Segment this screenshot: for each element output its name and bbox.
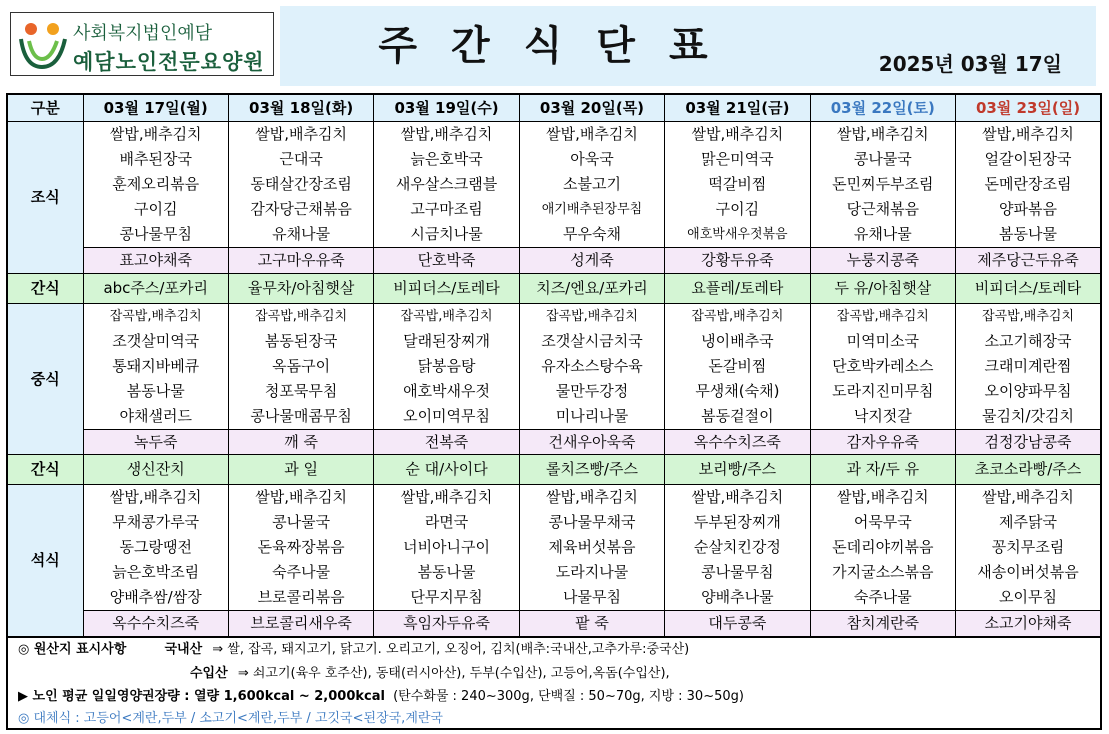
menu-item: 미역미소국	[846, 331, 920, 350]
yedam-logo-icon	[15, 17, 71, 71]
menu-cell	[374, 303, 519, 429]
menu-item: 쌀밥,배추김치	[982, 125, 1074, 143]
menu-item: 소고기해장국	[984, 331, 1072, 350]
menu-item: 유채나물	[853, 225, 912, 243]
porridge-item: 옥수수치즈죽	[83, 611, 228, 637]
lunch-row	[7, 303, 1101, 429]
menu-item: 고구마조림	[410, 200, 483, 218]
day-header: 03월 22일(토)	[810, 94, 955, 122]
menu-cell	[665, 122, 810, 248]
menu-item: 냉이배추국	[701, 331, 774, 350]
menu-item: 동그랑땡전	[119, 538, 192, 556]
menu-item: 단호박카레소스	[832, 356, 934, 375]
menu-item: 청포묵무침	[264, 381, 338, 400]
menu-item: 콩나물무채국	[548, 513, 636, 531]
porridge-item: 검정강남콩죽	[956, 429, 1101, 455]
page-title: 주간식단표	[378, 23, 742, 69]
snack-item: 치즈/엔요/포카리	[519, 273, 664, 303]
menu-item: 물김치/갓김치	[982, 406, 1075, 425]
menu-item: 제주닭국	[999, 513, 1057, 531]
menu-item: 쌀밥,배추김치	[400, 125, 493, 143]
menu-cell	[810, 122, 955, 248]
day-header: 03월 18일(화)	[228, 94, 373, 122]
menu-item: 숙주나물	[272, 563, 331, 581]
menu-item: 쌀밥,배추김치	[691, 125, 784, 143]
menu-item: 시금치나물	[410, 225, 483, 243]
snack-item: abc주스/포카리	[83, 273, 228, 303]
menu-item: 콩나물국	[853, 150, 912, 168]
menu-item: 무채콩가루국	[112, 513, 200, 531]
day-header: 03월 21일(금)	[665, 94, 810, 122]
menu-item: 애호박새우젓	[403, 381, 491, 400]
menu-item: 쌀밥,배추김치	[255, 488, 347, 506]
menu-item: 숙주나물	[853, 588, 912, 606]
day-header-row	[7, 94, 1101, 122]
porridge-item: 표고야채죽	[83, 248, 228, 274]
menu-item: 돈데리야끼볶음	[832, 538, 934, 556]
menu-item: 돈육짜장볶음	[257, 538, 345, 556]
menu-item: 늙은호박조림	[112, 563, 200, 581]
menu-cell	[665, 303, 810, 429]
menu-item: 쌀밥,배추김치	[836, 488, 929, 506]
menu-item: 근대국	[279, 150, 323, 168]
menu-item: 당근채볶음	[846, 200, 920, 218]
day-header: 03월 17일(월)	[83, 94, 228, 122]
menu-item: 통돼지바베큐	[112, 356, 200, 375]
day-header: 03월 23일(일)	[956, 94, 1101, 122]
menu-item: 가지굴소스볶음	[832, 563, 934, 581]
porridge-item: 고구마우유죽	[228, 248, 373, 274]
porridge-item: 강황두유죽	[665, 248, 810, 274]
menu-item: 잡곡밥,배추김치	[545, 308, 638, 324]
porridge-item: 소고기야채죽	[956, 611, 1101, 637]
menu-item: 낙지젓갈	[853, 406, 912, 425]
menu-item: 구이김	[715, 200, 760, 218]
lunch-juk-row	[7, 429, 1101, 455]
domestic-label: 국내산	[164, 642, 203, 657]
porridge-item: 녹두죽	[83, 429, 228, 455]
page-header	[0, 0, 1109, 86]
porridge-item: 참치계란죽	[810, 611, 955, 637]
menu-cell	[374, 485, 519, 611]
menu-cell	[519, 485, 664, 611]
menu-item: 조갯살시금치국	[541, 331, 643, 350]
menu-item: 쌀밥,배추김치	[400, 488, 493, 506]
menu-item: 봄동겉절이	[701, 406, 774, 425]
weekly-menu-table	[6, 93, 1102, 638]
menu-cell	[228, 303, 373, 429]
menu-cell	[519, 122, 664, 248]
menu-item: 떡갈비찜	[708, 175, 767, 193]
snack-item: 두 유/아침햇살	[810, 273, 955, 303]
notes-section	[6, 634, 1102, 730]
snack2-label: 간식	[7, 455, 83, 485]
title-banner	[280, 6, 1096, 86]
menu-item: 쌀밥,배추김치	[691, 488, 784, 506]
menu-item: 잡곡밥,배추김치	[255, 308, 348, 324]
org-name-line2: 예담노인전문요양원	[73, 50, 265, 74]
menu-item: 잡곡밥,배추김치	[691, 308, 784, 324]
menu-item: 닭봉음탕	[417, 356, 476, 375]
menu-item: 오이미역무침	[403, 406, 491, 425]
menu-item: 돈메란장조림	[984, 175, 1072, 193]
menu-item: 쌀밥,배추김치	[546, 125, 638, 143]
origin-import-row	[190, 662, 670, 681]
origin-domestic-row	[18, 638, 689, 657]
menu-item: 도라지진미무침	[832, 381, 934, 400]
menu-item: 잡곡밥,배추김치	[109, 308, 202, 324]
menu-cell	[228, 485, 373, 611]
menu-item: 쌀밥,배추김치	[546, 488, 638, 506]
menu-item: 유자소스탕수육	[541, 356, 643, 375]
menu-cell	[519, 303, 664, 429]
menu-item: 훈제오리볶음	[112, 175, 200, 193]
menu-cell	[956, 303, 1101, 429]
porridge-item: 단호박죽	[374, 248, 519, 274]
domestic-text: ⇒ 쌀, 잡곡, 돼지고기, 닭고기. 오리고기, 오징어, 김치(배추:국내산,고추가루:중국산)	[212, 642, 690, 657]
menu-item: 쌀밥,배추김치	[982, 488, 1074, 506]
porridge-item: 건새우아욱죽	[519, 429, 664, 455]
menu-item: 봄동나물	[126, 381, 185, 400]
menu-item: 옥돔구이	[272, 356, 331, 375]
menu-cell	[374, 122, 519, 248]
menu-item: 구이김	[133, 200, 178, 218]
menu-cell	[83, 122, 228, 248]
menu-cell	[83, 485, 228, 611]
menu-item: 얼갈이된장국	[984, 150, 1072, 168]
org-name-line1: 사회복지법인예담	[73, 23, 213, 44]
snack2-row	[7, 455, 1101, 485]
menu-item: 달래된장찌개	[403, 331, 491, 350]
menu-item: 오이양파무침	[984, 381, 1072, 400]
porridge-item: 깨 죽	[228, 429, 373, 455]
nutrition-label: ▶ 노인 평균 일일영양권장량 : 열량 1,600kcal ~ 2,000kcal	[18, 689, 385, 704]
menu-item: 도라지나물	[555, 563, 629, 581]
menu-item: 애호박새우젓볶음	[687, 227, 788, 242]
menu-item: 두부된장찌개	[693, 513, 781, 531]
menu-item: 무우숙채	[562, 225, 621, 243]
lunch-label: 중식	[7, 303, 83, 455]
porridge-item: 감자우유죽	[810, 429, 955, 455]
porridge-item: 옥수수치즈죽	[665, 429, 810, 455]
breakfast-label: 조식	[7, 122, 83, 274]
snack-item: 비피더스/토레타	[374, 273, 519, 303]
menu-item: 쌀밥,배추김치	[836, 125, 929, 143]
menu-cell	[810, 485, 955, 611]
menu-item: 양파볶음	[999, 200, 1057, 218]
snack-item: 요플레/토레타	[665, 273, 810, 303]
menu-item: 크래미계란찜	[984, 356, 1072, 375]
menu-item: 너비아니구이	[403, 538, 491, 556]
menu-item: 유채나물	[272, 225, 331, 243]
organization-logo	[10, 12, 274, 76]
menu-item: 오이무침	[999, 588, 1057, 606]
menu-item: 맑은미역국	[701, 150, 774, 168]
corner-header: 구분	[7, 94, 83, 122]
menu-item: 무생채(숙채)	[695, 381, 780, 400]
menu-item: 아욱국	[570, 150, 614, 168]
porridge-item: 대두콩죽	[665, 611, 810, 637]
menu-item: 미나리나물	[555, 406, 629, 425]
menu-item: 애기배추된장무침	[541, 202, 643, 217]
nutrition-row	[18, 685, 744, 704]
menu-item: 꽁치무조림	[991, 538, 1065, 556]
porridge-item: 제주당근두유죽	[956, 248, 1101, 274]
menu-item: 콩나물국	[272, 513, 331, 531]
menu-item: 잡곡밥,배추김치	[981, 308, 1075, 324]
menu-cell	[83, 303, 228, 429]
menu-item: 소불고기	[562, 175, 621, 193]
menu-item: 돈갈비찜	[708, 356, 767, 375]
day-header: 03월 19일(수)	[374, 94, 519, 122]
menu-item: 잡곡밥,배추김치	[400, 308, 493, 324]
menu-item: 물만두강정	[555, 381, 629, 400]
menu-item: 콩나물매콤무침	[250, 406, 352, 425]
menu-item: 봄동나물	[417, 563, 476, 581]
menu-item: 늙은호박국	[410, 150, 483, 168]
menu-item: 감자당근채볶음	[250, 200, 352, 218]
menu-date: 2025년 03월 17일	[878, 52, 1062, 76]
menu-item: 조갯살미역국	[112, 331, 200, 350]
snack1-label: 간식	[7, 273, 83, 303]
dinner-row	[7, 485, 1101, 611]
porridge-item: 팥 죽	[519, 611, 664, 637]
menu-item: 라면국	[424, 513, 469, 531]
menu-item: 순살치킨강정	[693, 538, 781, 556]
breakfast-juk-row	[7, 248, 1101, 274]
menu-item: 새우살스크램블	[395, 175, 498, 193]
menu-item: 양배추쌈/쌈장	[109, 588, 202, 606]
menu-item: 콩나물무침	[119, 225, 192, 243]
snack-item: 과 일	[228, 455, 373, 485]
menu-item: 동태살간장조림	[250, 175, 352, 193]
menu-cell	[956, 485, 1101, 611]
snack-item: 순 대/사이다	[374, 455, 519, 485]
porridge-item: 누룽지콩죽	[810, 248, 955, 274]
menu-cell	[228, 122, 373, 248]
menu-item: 양배추나물	[701, 588, 774, 606]
substitute-row: ◎ 대체식 : 고등어<계란,두부 / 소고기<계란,두부 / 고깃국<된장국,계란국	[18, 711, 443, 726]
menu-item: 새송이버섯볶음	[977, 563, 1079, 581]
dinner-juk-row	[7, 611, 1101, 637]
porridge-item: 브로콜리새우죽	[228, 611, 373, 637]
import-text: ⇒ 쇠고기(육우 호주산), 동태(러시아산), 두부(수입산), 고등어,옥돔(수입산),	[237, 666, 670, 681]
menu-item: 봄동된장국	[264, 331, 338, 350]
snack-item: 과 자/두 유	[810, 455, 955, 485]
snack1-row	[7, 273, 1101, 303]
snack-item: 비피더스/토레타	[956, 273, 1101, 303]
menu-item: 돈민찌두부조림	[832, 175, 934, 193]
menu-item: 배추된장국	[119, 150, 192, 168]
menu-item: 야채샐러드	[119, 406, 192, 425]
day-header: 03월 20일(목)	[519, 94, 664, 122]
menu-item: 쌀밥,배추김치	[109, 488, 202, 506]
porridge-item: 흑임자두유죽	[374, 611, 519, 637]
dinner-label: 석식	[7, 485, 83, 637]
menu-cell	[665, 485, 810, 611]
porridge-item: 성게죽	[519, 248, 664, 274]
nutrition-text: (탄수화물 : 240~300g, 단백질 : 50~70g, 지방 : 30~50g)	[393, 689, 744, 704]
snack-item: 생신잔치	[83, 455, 228, 485]
snack-item: 보리빵/주스	[665, 455, 810, 485]
menu-item: 나물무침	[562, 588, 621, 606]
snack-item: 율무차/아침햇살	[228, 273, 373, 303]
snack-item: 초코소라빵/주스	[956, 455, 1101, 485]
menu-cell	[810, 303, 955, 429]
menu-item: 콩나물무침	[701, 563, 774, 581]
menu-item: 어묵무국	[853, 513, 912, 531]
import-label: 수입산	[190, 666, 228, 681]
menu-item: 쌀밥,배추김치	[109, 125, 202, 143]
porridge-item: 전복죽	[374, 429, 519, 455]
breakfast-row	[7, 122, 1101, 248]
menu-cell	[956, 122, 1101, 248]
origin-title: ◎ 원산지 표시사항	[18, 642, 127, 657]
menu-item: 단무지무침	[410, 588, 483, 606]
menu-item: 제육버섯볶음	[548, 538, 636, 556]
snack-item: 롤치즈빵/주스	[519, 455, 664, 485]
menu-item: 브로콜리볶음	[257, 588, 345, 606]
menu-item: 봄동나물	[999, 225, 1057, 243]
menu-item: 쌀밥,배추김치	[255, 125, 347, 143]
menu-item: 잡곡밥,배추김치	[836, 308, 929, 324]
